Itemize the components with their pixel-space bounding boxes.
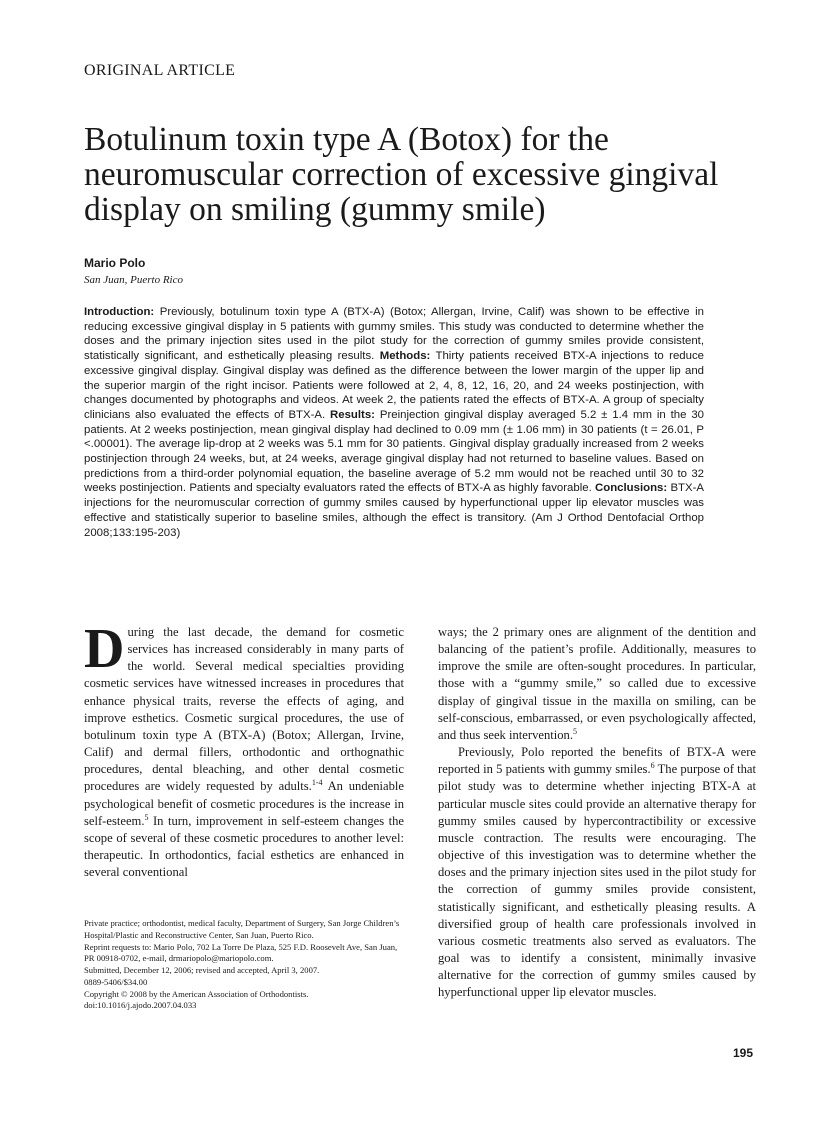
citation-ref: 5 bbox=[573, 726, 578, 736]
abstract-results-label: Results: bbox=[330, 408, 375, 421]
left-paragraph-part-3: In turn, improvement in self-esteem changes the scope of several of these cosmetic procedures to another level: therapeutic. In orthodontics, facial esthetics are enhanced in several conventional bbox=[84, 813, 404, 880]
left-paragraph-part-2: An undeniable psychological benefit of cosmetic procedures is the increase in self-esteem. bbox=[84, 779, 405, 828]
abstract-conclusions-text: BTX-A injections for the neuromuscular correction of gummy smiles caused by hyperfunctional upper lip elevator muscles was effective and statistically superior to baseline smiles, although the effect is transitory. (Am J Orthod Dentofacial Orthop 2008;133:195-203) bbox=[84, 482, 704, 539]
abstract-intro-text: Previously, botulinum toxin type A (BTX-A) (Botox; Allergan, Irvine, Calif) was shown to be effective in reducing excessive gingival display in 5 patients with gummy smiles. This study was conducted to determine whether the doses and the primary injection sites used in the pilot study for the correction of gummy smiles provide consistent, statistically significant, and esthetically pleasing results. bbox=[84, 306, 704, 363]
footnote-issn: 0889-5406/$34.00 bbox=[84, 976, 148, 987]
abstract-methods-text: Thirty patients received BTX-A injections to reduce excessive gingival display. Gingival display was defined as the difference between the lower margin of the upper lip and the superior margin of the right incisor. Patients were followed at 2, 4, 8, 12, 16, 20, and 24 weeks postinjection, with changes documented by photographs and videos. At week 2, the patients rated the effects of BTX-A. A group of specialty clinicians also evaluated the effects of BTX-A. bbox=[84, 350, 704, 421]
abstract-methods-label: Methods: bbox=[379, 350, 431, 363]
article-title: Botulinum toxin type A (Botox) for the neuromuscular correction of excessive gingival display on smiling (gummy smile) bbox=[84, 121, 719, 228]
right-paragraph-2 bbox=[438, 744, 756, 1001]
footnote-doi: doi:10.1016/j.ajodo.2007.04.033 bbox=[84, 1000, 197, 1011]
citation-ref: 1-4 bbox=[311, 778, 323, 788]
body-right-column bbox=[438, 624, 756, 1001]
abstract-intro-label: Introduction: bbox=[84, 306, 155, 318]
abstract bbox=[84, 305, 704, 540]
author-name: Mario Polo bbox=[84, 256, 146, 270]
left-paragraph-part-1: uring the last decade, the demand for cosmetic services has increased considerably in many parts of the world. Several medical specialties providing cosmetic services have witnessed increases in procedures that enhance physical traits, reverse the effects of aging, and improve esthetics. Cosmetic surgical procedures, the use of botulinum toxin type A (BTX-A) (Botox; Allergan, Irvine, Calif) and dermal fillers, orthodontic and orthognathic procedures, dental bleaching, and other dental cosmetic procedures are widely requested by adults. bbox=[84, 625, 404, 794]
footnote-copyright: Copyright © 2008 by the American Association of Orthodontists. bbox=[84, 988, 309, 999]
right-paragraph-2-text-b: The purpose of that pilot study was to determine whether injecting BTX-A at particular muscle sites could provide an alternative therapy for gummy smiles caused by hypercontractibility or excessive muscle contraction. The results were encouraging. The objective of this investigation was to determine whether the doses and the primary injection sites used in the pilot study for the correction of gummy smiles provide consistent, statistically significant, and esthetically pleasing results. A diversified group of health care professionals involved in various cosmetic treatments also served as evaluators. The goal was to identify a consistent, minimally invasive alternative for the correction of gummy smiles caused by hyperfunctional upper lip elevator muscles. bbox=[438, 762, 756, 1000]
body-left-column bbox=[84, 618, 405, 881]
footnote-submitted: Submitted, December 12, 2006; revised and accepted, April 3, 2007. bbox=[84, 965, 320, 975]
footnote-reprint: Reprint requests to: Mario Polo, 702 La Torre De Plaza, 525 F.D. Roosevelt Ave, San Juan, PR 00918-0702, e-mail, drmariopolo@mariopolo.com. bbox=[84, 941, 398, 964]
author-affiliation: San Juan, Puerto Rico bbox=[84, 274, 183, 286]
drop-cap: D bbox=[84, 618, 125, 680]
footnote-affiliation: Private practice; orthodontist, medical faculty, Department of Surgery, San Jorge Children’s Hospital/Plastic and Reconstructive Center, San Juan, Puerto Rico. bbox=[84, 918, 400, 940]
page-number: 195 bbox=[733, 1046, 754, 1060]
right-paragraph-1-text: ways; the 2 primary ones are alignment of the dentition and balancing of the patient’s profile. Additionally, measures to improve the smile are often-sought procedures. In particular, those with a “gummy smile,” so called due to excessive display of gingival tissue in the maxilla on smiling, can be self-conscious, embarrassed, or even psychologically affected, and thus seek intervention. bbox=[438, 625, 756, 742]
section-label: ORIGINAL ARTICLE bbox=[84, 62, 236, 79]
citation-ref: 6 bbox=[650, 761, 655, 771]
right-paragraph-1 bbox=[438, 624, 756, 744]
abstract-conclusions-label: Conclusions: bbox=[595, 482, 668, 495]
abstract-results-text: Preinjection gingival display averaged 5.2 ± 1.4 mm in the 30 patients. At 2 weeks postinjection, mean gingival display had declined to 0.09 mm (± 1.06 mm) in 30 patients (t = 26.01, P <.00001). The average lip-drop at 2 weeks was 5.1 mm for 30 patients. Gingival display gradually increased from 2 weeks postinjection through 24 weeks, but, at 24 weeks, average gingival display had not returned to baseline values. Based on predictions from a third-order polynomial equation, the baseline average of 5.2 mm would not be reached until 30 to 32 weeks postinjection. Patients and specialty evaluators rated the effects of BTX-A as highly favorable. bbox=[84, 408, 704, 495]
citation-ref: 5 bbox=[144, 812, 149, 822]
right-paragraph-2-text-a: Previously, Polo reported the benefits of BTX-A were reported in 5 patients with gummy smiles. bbox=[438, 745, 756, 777]
footnotes bbox=[84, 918, 404, 1012]
